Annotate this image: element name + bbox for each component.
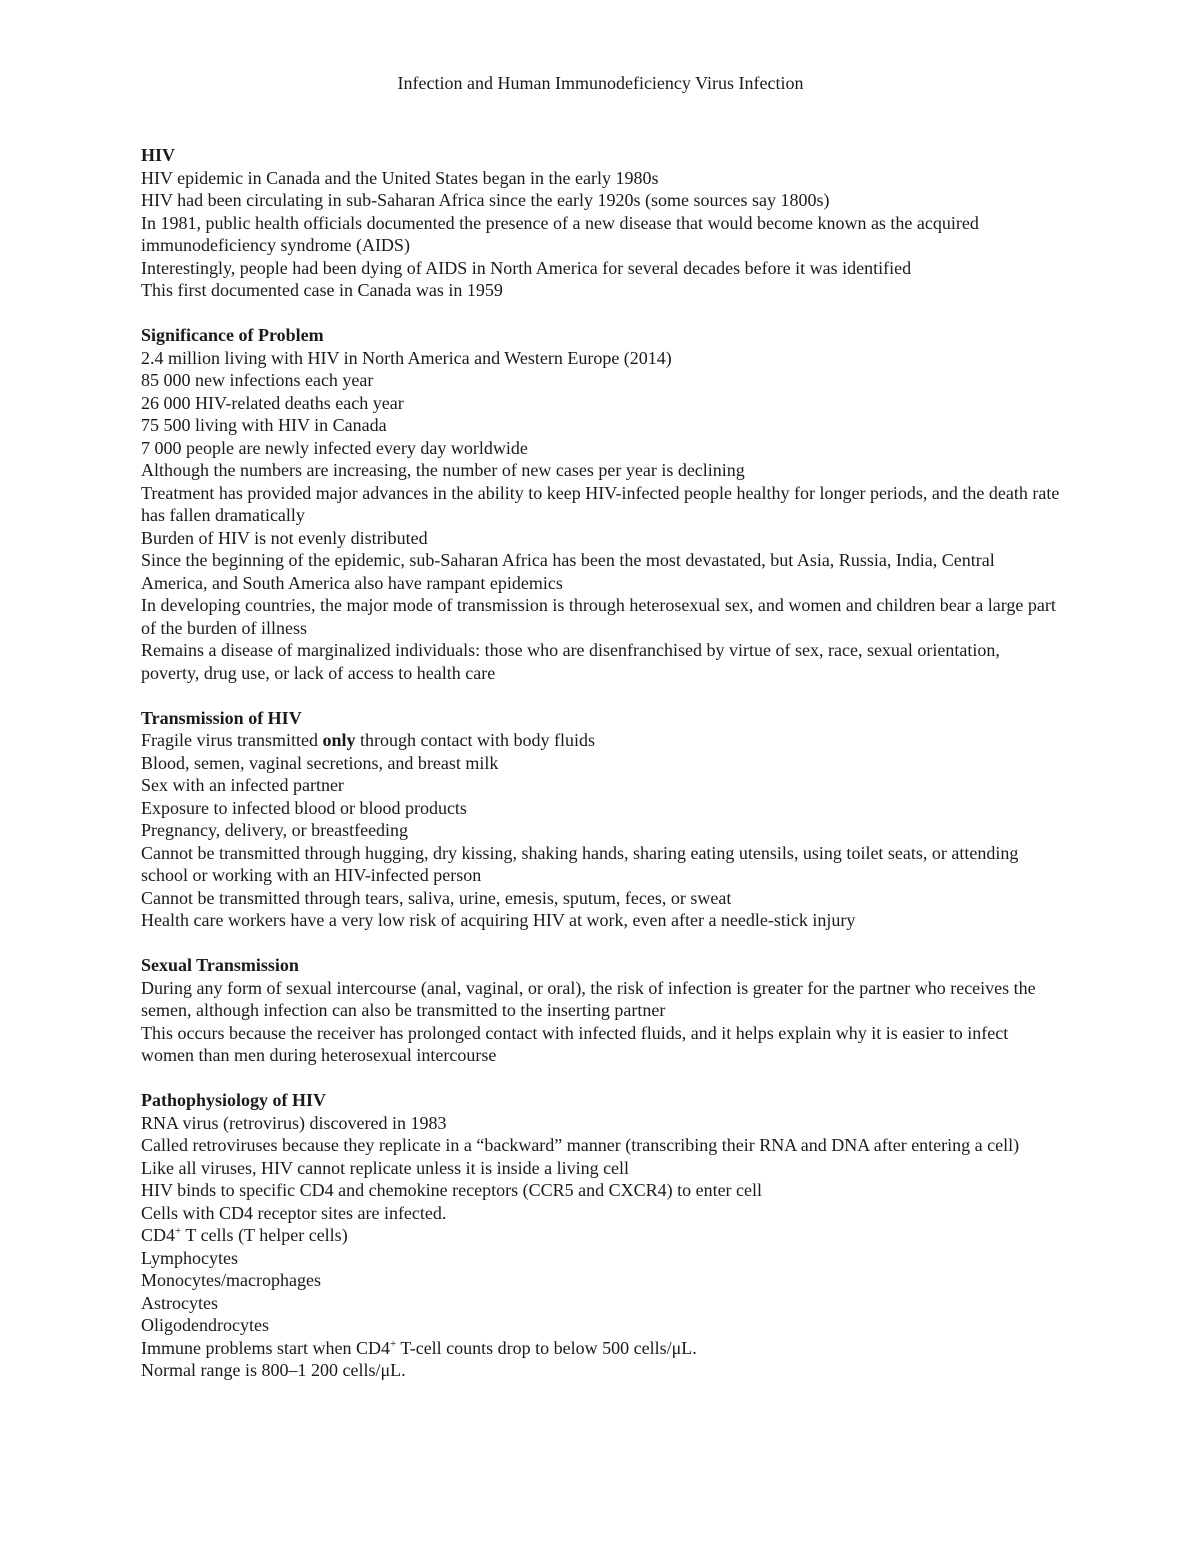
text-segment: T cells (T helper cells) — [181, 1225, 348, 1245]
text-line: Cells with CD4 receptor sites are infected. — [141, 1202, 447, 1223]
section-hiv — [141, 144, 1060, 302]
text-line: HIV epidemic in Canada and the United States began in the early 1980s — [141, 167, 659, 188]
text-line: 7 000 people are newly infected every day worldwide — [141, 437, 528, 458]
text-line: Remains a disease of marginalized individuals: those who are disenfranchised by virtue of sex, race, sexual orientation, poverty, drug use, or lack of access to health care — [141, 640, 1000, 683]
text-line: 75 500 living with HIV in Canada — [141, 415, 387, 435]
text-segment: Fragile virus transmitted — [141, 730, 323, 750]
text-line: Cannot be transmitted through tears, saliva, urine, emesis, sputum, feces, or sweat — [141, 887, 732, 908]
text-line: Normal range is 800–1 200 cells/μL. — [141, 1360, 406, 1380]
text-line: Called retroviruses because they replicate in a “backward” manner (transcribing their RNA and DNA after entering a cell) — [141, 1135, 1020, 1155]
text-line: Like all viruses, HIV cannot replicate unless it is inside a living cell — [141, 1157, 630, 1178]
text-line: Cannot be transmitted through hugging, dry kissing, shaking hands, sharing eating utensils, using toilet seats, or attending school or working with an HIV-infected person — [141, 842, 1019, 885]
text-line: In 1981, public health officials documented the presence of a new disease that would become known as the acquired immunodeficiency syndrome (AIDS) — [141, 212, 979, 255]
text-line: 85 000 new infections each year — [141, 370, 374, 390]
text-line-immune-problems — [141, 1337, 1060, 1360]
section-heading: Transmission of HIV — [141, 707, 302, 728]
text-line: Interestingly, people had been dying of AIDS in North America for several decades before it was identified — [141, 257, 912, 278]
text-line: HIV had been circulating in sub-Saharan Africa since the early 1920s (some sources say 1800s) — [141, 190, 830, 210]
text-line: Oligodendrocytes — [141, 1315, 269, 1335]
text-line: Health care workers have a very low risk of acquiring HIV at work, even after a needle-stick injury — [141, 910, 856, 930]
section-significance-of-problem — [141, 324, 1060, 684]
text-segment: Immune problems start when CD4 — [141, 1337, 390, 1358]
emphasis-only: only — [322, 730, 356, 750]
text-line: Blood, semen, vaginal secretions, and breast milk — [141, 752, 499, 773]
text-line: HIV binds to specific CD4 and chemokine receptors (CCR5 and CXCR4) to enter cell — [141, 1180, 763, 1200]
section-heading: Significance of Problem — [141, 325, 324, 345]
text-segment: T-cell counts drop to below 500 cells/μL. — [396, 1337, 697, 1358]
text-line: During any form of sexual intercourse (anal, vaginal, or oral), the risk of infection is greater for the partner who receives the semen, although infection can also be transmitted to the inserting partner — [141, 977, 1036, 1020]
section-heading: HIV — [141, 145, 176, 165]
text-segment: CD4 — [141, 1225, 176, 1245]
document-title: Infection and Human Immunodeficiency Virus Infection — [397, 73, 804, 93]
section-sexual-transmission — [141, 954, 1060, 1067]
text-line: Pregnancy, delivery, or breastfeeding — [141, 820, 409, 840]
text-line: Burden of HIV is not evenly distributed — [141, 527, 428, 548]
section-pathophysiology-of-hiv — [141, 1089, 1060, 1382]
text-line: Monocytes/macrophages — [141, 1270, 321, 1290]
section-heading: Pathophysiology of HIV — [141, 1090, 327, 1110]
text-line: This occurs because the receiver has prolonged contact with infected fluids, and it helps explain why it is easier to infect women than men during heterosexual intercourse — [141, 1022, 1009, 1065]
text-line: Astrocytes — [141, 1292, 218, 1313]
superscript-plus: + — [389, 1337, 397, 1350]
text-line-cd4-t-cells — [141, 1224, 1060, 1247]
text-line: Sex with an infected partner — [141, 775, 344, 795]
text-line: Although the numbers are increasing, the number of new cases per year is declining — [141, 460, 745, 480]
text-line: 2.4 million living with HIV in North America and Western Europe (2014) — [141, 347, 672, 368]
text-line: Lymphocytes — [141, 1247, 238, 1268]
superscript-plus: + — [175, 1225, 182, 1237]
text-line: This first documented case in Canada was in 1959 — [141, 280, 503, 300]
text-line: Since the beginning of the epidemic, sub-Saharan Africa has been the most devastated, but Asia, Russia, India, Central America, and South America also have rampant epidemics — [141, 550, 995, 593]
text-line: RNA virus (retrovirus) discovered in 1983 — [141, 1112, 447, 1133]
text-line: 26 000 HIV-related deaths each year — [141, 392, 404, 413]
text-segment: through contact with body fluids — [355, 730, 595, 750]
section-transmission-of-hiv — [141, 707, 1060, 932]
section-heading: Sexual Transmission — [141, 955, 299, 975]
text-line-fragile-virus — [141, 729, 1060, 752]
text-line: In developing countries, the major mode of transmission is through heterosexual sex, and women and children bear a large part of the burden of illness — [141, 595, 1056, 638]
text-line: Treatment has provided major advances in the ability to keep HIV-infected people healthy for longer periods, and the death rate has fallen dramatically — [141, 482, 1060, 525]
text-line: Exposure to infected blood or blood products — [141, 797, 467, 818]
